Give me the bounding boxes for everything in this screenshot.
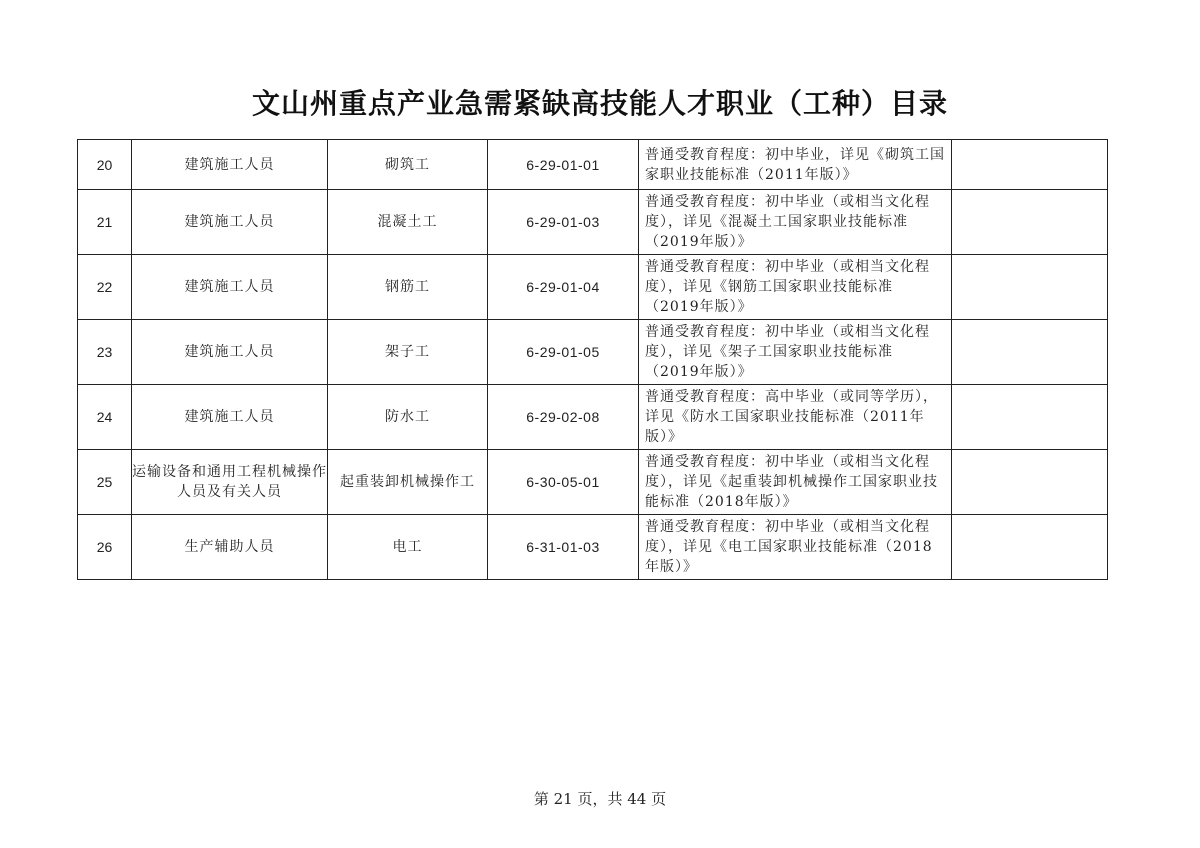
table-row: [78, 140, 1108, 190]
row-number: 20: [78, 140, 132, 190]
occupation-name: 钢筋工: [328, 255, 488, 320]
occupation-category: 建筑施工人员: [132, 320, 328, 385]
note-cell: [952, 320, 1108, 385]
requirement-text: 普通受教育程度：初中毕业（或相当文化程度），详见《混凝土工国家职业技能标准（2019年版）》: [639, 190, 952, 255]
note-cell: [952, 385, 1108, 450]
occupation-code: 6-29-01-01: [488, 140, 639, 190]
row-number: 25: [78, 450, 132, 515]
requirement-text: 普通受教育程度：初中毕业（或相当文化程度），详见《架子工国家职业技能标准（2019年版）》: [639, 320, 952, 385]
occupation-table: [77, 139, 1108, 580]
requirement-text: 普通受教育程度：高中毕业（或同等学历），详见《防水工国家职业技能标准（2011年版）》: [639, 385, 952, 450]
requirement-text: 普通受教育程度：初中毕业（或相当文化程度），详见《起重装卸机械操作工国家职业技能标准（2018年版）》: [639, 450, 952, 515]
row-number: 22: [78, 255, 132, 320]
row-number: 23: [78, 320, 132, 385]
occupation-code: 6-30-05-01: [488, 450, 639, 515]
note-cell: [952, 255, 1108, 320]
table-row: [78, 385, 1108, 450]
occupation-name: 电工: [328, 515, 488, 580]
occupation-category: 建筑施工人员: [132, 255, 328, 320]
requirement-text: 普通受教育程度：初中毕业（或相当文化程度），详见《钢筋工国家职业技能标准（2019年版）》: [639, 255, 952, 320]
row-number: 21: [78, 190, 132, 255]
occupation-category: 生产辅助人员: [132, 515, 328, 580]
page-number: 第 21 页，共 44 页: [533, 790, 667, 808]
occupation-code: 6-29-01-03: [488, 190, 639, 255]
occupation-code: 6-29-01-04: [488, 255, 639, 320]
requirement-text: 普通受教育程度：初中毕业，详见《砌筑工国家职业技能标准（2011年版）》: [639, 140, 952, 190]
occupation-name: 防水工: [328, 385, 488, 450]
occupation-category: 建筑施工人员: [132, 385, 328, 450]
table-row: [78, 190, 1108, 255]
note-cell: [952, 515, 1108, 580]
table-row: [78, 450, 1108, 515]
occupation-category: 运输设备和通用工程机械操作人员及有关人员: [132, 450, 328, 515]
row-number: 24: [78, 385, 132, 450]
page-title: 文山州重点产业急需紧缺高技能人才职业（工种）目录: [251, 87, 948, 120]
requirement-text: 普通受教育程度：初中毕业（或相当文化程度），详见《电工国家职业技能标准（2018年版）》: [639, 515, 952, 580]
row-number: 26: [78, 515, 132, 580]
occupation-name: 起重装卸机械操作工: [328, 450, 488, 515]
occupation-code: 6-31-01-03: [488, 515, 639, 580]
table-row: [78, 515, 1108, 580]
occupation-category: 建筑施工人员: [132, 140, 328, 190]
occupation-name: 混凝土工: [328, 190, 488, 255]
note-cell: [952, 450, 1108, 515]
occupation-code: 6-29-02-08: [488, 385, 639, 450]
occupation-category: 建筑施工人员: [132, 190, 328, 255]
occupation-name: 架子工: [328, 320, 488, 385]
note-cell: [952, 190, 1108, 255]
occupation-code: 6-29-01-05: [488, 320, 639, 385]
table-row: [78, 320, 1108, 385]
table-row: [78, 255, 1108, 320]
occupation-name: 砌筑工: [328, 140, 488, 190]
note-cell: [952, 140, 1108, 190]
